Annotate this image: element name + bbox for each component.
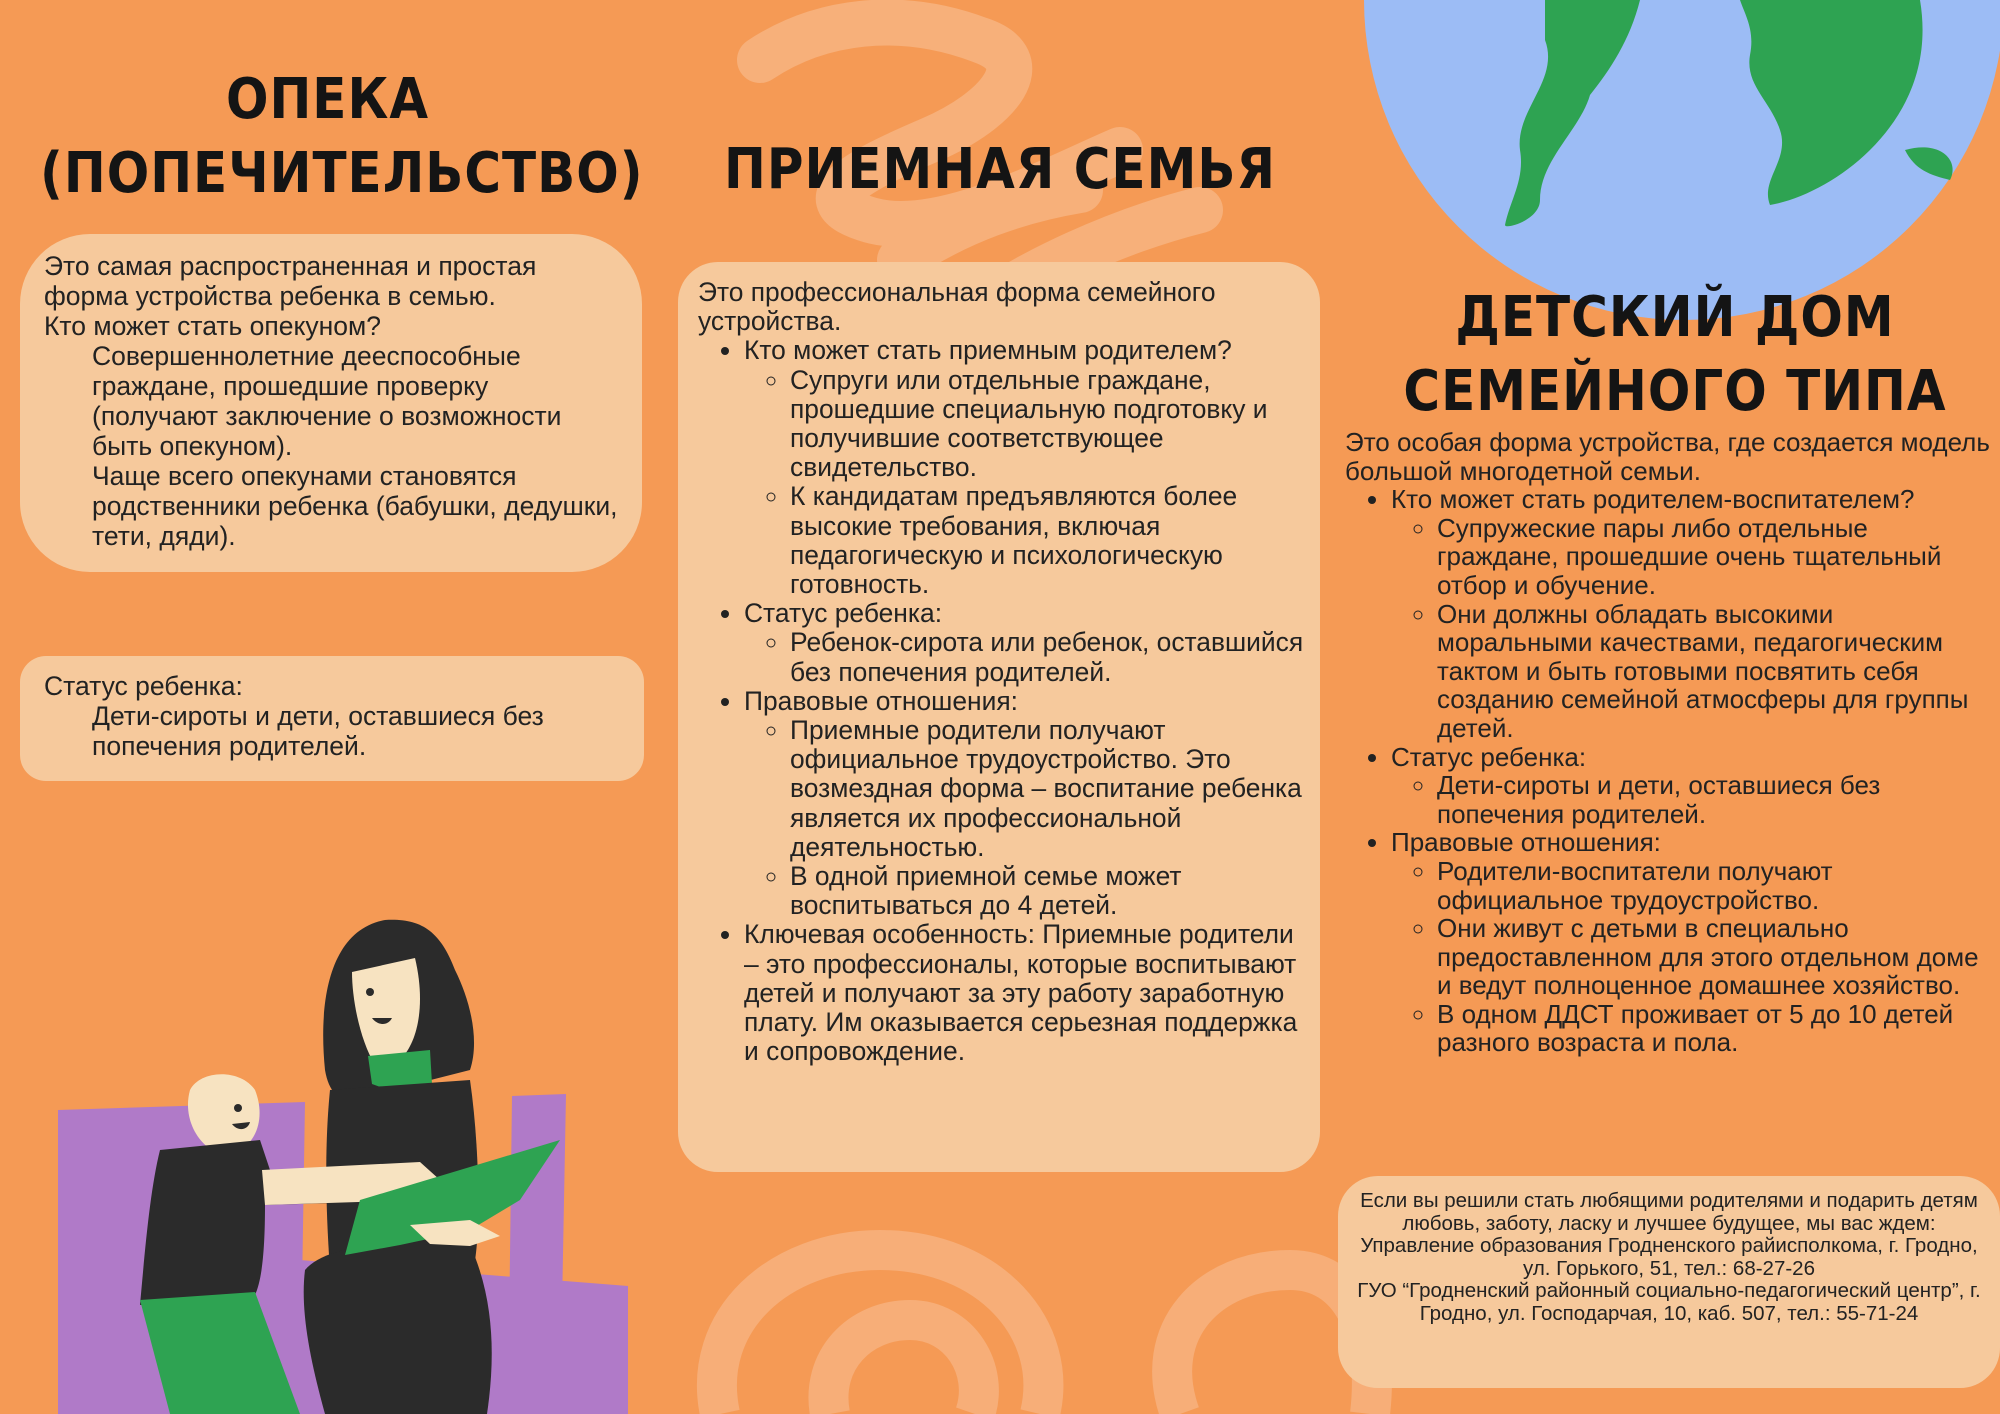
family-home-intro: Это особая форма устройства, где создается модель большой многодетной семьи.: [1345, 427, 1990, 486]
foster-legal-label: Правовые отношения:: [744, 685, 1018, 716]
foster-status-label: Статус ребенка:: [744, 598, 943, 629]
family-home-status: [1391, 743, 1995, 829]
family-home-legal-sublist: [1391, 857, 1995, 1057]
family-home-q1-a2: ◦ Они должны обладать высокими моральными качествами, педагогическим тактом и быть готовыми посвятить себя созданию семейной атмосферы для группы детей.: [1437, 600, 1995, 743]
family-home-heading-line2: СЕМЕЙНОГО ТИПА: [1403, 358, 1947, 424]
contact-invitation: Если вы решили стать любящими родителями и подарить детям любовь, заботу, ласку и лучшее будущее, мы вас ждем:: [1360, 1189, 1978, 1235]
foster-q1-text: Кто может стать приемным родителем?: [744, 335, 1232, 366]
opeka-heading-line2: (ПОПЕЧИТЕЛЬСТВО): [40, 140, 644, 206]
foster-legal-sublist: [744, 716, 1304, 920]
opeka-heading-line1: ОПЕКА: [225, 66, 430, 132]
family-home-list: [1345, 485, 1995, 1057]
foster-status-a1: ◦ Ребенок-сирота или ребенок, оставшийся без попечения родителей.: [790, 628, 1304, 686]
opeka-question: Кто может стать опекуном?: [44, 311, 381, 341]
foster-family-heading: ПРИЕМНАЯ СЕМЬЯ: [724, 136, 1276, 202]
foster-intro: Это профессиональная форма семейного устройства.: [698, 277, 1216, 337]
foster-family-card: [678, 262, 1320, 1172]
family-home-legal-label: Правовые отношения:: [1391, 827, 1661, 858]
family-home-status-a1: ◦ Дети-сироты и дети, оставшиеся без попечения родителей.: [1437, 771, 1995, 828]
foster-q1-a2: ◦ К кандидатам предъявляются более высокие требования, включая педагогическую и психологическую готовность.: [790, 482, 1304, 599]
opeka-answer-2: Чаще всего опекунами становятся родственники ребенка (бабушки, дедушки, тети, дяди).: [92, 461, 618, 551]
mother-legs: [304, 1243, 492, 1414]
family-home-q1-a1: ◦ Супружеские пары либо отдельные граждане, прошедшие очень тщательный отбор и обучение.: [1437, 514, 1995, 600]
family-home-legal-a1: ◦ Родители-воспитатели получают официальное трудоустройство.: [1437, 857, 1995, 914]
child-eye: [234, 1104, 242, 1112]
family-home-q1-sublist: [1391, 514, 1995, 743]
foster-key-feature: • Ключевая особенность: Приемные родители – это профессионалы, которые воспитывают детей и получают за эту работу заработную плату. Им оказывается серьезная поддержка и сопровождение.: [744, 920, 1304, 1066]
family-home-legal: [1391, 828, 1995, 1057]
opeka-status-label: Статус ребенка:: [44, 671, 243, 701]
opeka-card: [20, 234, 642, 572]
contact-social-center: ГУО “Гродненский районный социально-педагогический центр”, г. Гродно, ул. Господарчая, 10, каб. 507, тел.: 55-71-24: [1357, 1279, 1981, 1325]
foster-legal-a1: ◦ Приемные родители получают официальное трудоустройство. Это возмездная форма – воспитание ребенка является их профессиональной деятельностью.: [790, 716, 1304, 862]
family-home-heading: [1345, 280, 2000, 428]
contact-education-department: Управление образования Гродненского райисполкома, г. Гродно, ул. Горького, 51, тел.: 68-27-26: [1360, 1234, 1978, 1280]
foster-q1: [744, 336, 1304, 599]
family-home-body: [1345, 428, 1995, 1057]
family-home-status-label: Статус ребенка:: [1391, 741, 1587, 772]
family-home-legal-a3: ◦ В одном ДДСТ проживает от 5 до 10 детей разного возраста и пола.: [1437, 1000, 1995, 1057]
family-home-q1: [1391, 485, 1995, 742]
foster-status-sublist: [744, 628, 1304, 686]
foster-legal-a2: ◦ В одной приемной семье может воспитываться до 4 детей.: [790, 862, 1304, 920]
family-home-heading-line1: ДЕТСКИЙ ДОМ: [1455, 284, 1895, 350]
foster-list: [698, 336, 1304, 1066]
foster-status: [744, 599, 1304, 687]
contact-card: [1338, 1176, 2000, 1388]
opeka-status-card: [20, 656, 644, 781]
opeka-heading: [40, 62, 644, 210]
family-home-status-sublist: [1391, 771, 1995, 828]
opeka-status-text: Дети-сироты и дети, оставшиеся без попечения родителей.: [92, 701, 544, 761]
family-home-legal-a2: ◦ Они живут с детьми в специально предоставленном для этого отдельном доме и ведут полноценное домашнее хозяйство.: [1437, 914, 1995, 1000]
mother-eye: [366, 988, 374, 996]
foster-q1-sublist: [744, 366, 1304, 600]
foster-legal: [744, 687, 1304, 921]
opeka-answer-1: Совершеннолетние дееспособные граждане, прошедшие проверку (получают заключение о возможности быть опекуном).: [92, 341, 562, 461]
family-home-q1-text: Кто может стать родителем-воспитателем?: [1391, 484, 1915, 515]
opeka-intro: Это самая распространенная и простая форма устройства ребенка в семью.: [44, 251, 537, 311]
foster-q1-a1: ◦ Супруги или отдельные граждане, прошедшие специальную подготовку и получившие соответствующее свидетельство.: [790, 366, 1304, 483]
